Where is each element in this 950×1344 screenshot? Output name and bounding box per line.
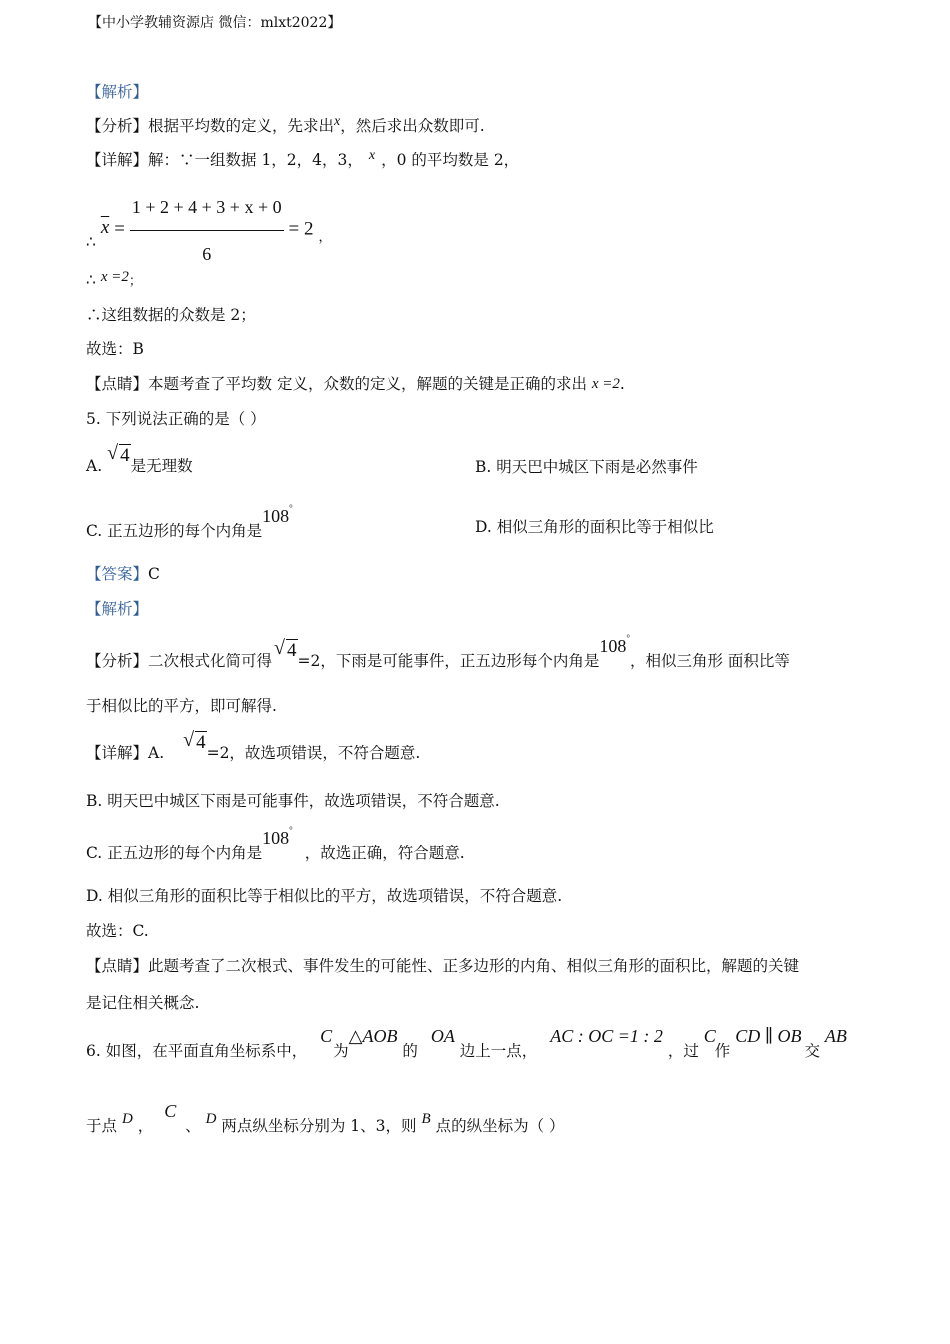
option-a-text: 是无理数 bbox=[130, 457, 193, 475]
q4-dianjing bbox=[86, 374, 625, 395]
q5-dianjing bbox=[86, 956, 799, 976]
q5-fenxi-line2: 于相似比的平方，即可解得. bbox=[86, 697, 277, 715]
q6-l2-e: 点的纵坐标为（ ） bbox=[435, 1117, 565, 1135]
q6-point-c: C bbox=[320, 1026, 333, 1046]
fenxi-var: x bbox=[334, 114, 341, 129]
fenxi-degree bbox=[599, 633, 630, 656]
radicand: 4 bbox=[120, 445, 130, 466]
jiexi-tag: 【解析】 bbox=[86, 83, 149, 101]
q6-line1 bbox=[86, 1026, 847, 1061]
q6-point-d2: D bbox=[205, 1111, 217, 1127]
degree-symbol-icon: ° bbox=[289, 825, 293, 835]
q6-ratio: AC : OC =1 : 2 bbox=[550, 1026, 663, 1046]
fenxi-sqrt bbox=[274, 637, 298, 661]
fenxi-text2: ，然后求出众数即可. bbox=[340, 117, 485, 135]
q5-dianjing-line1: 此题考查了二次根式、事件发生的可能性、正多边形的内角、相似三角形的面积比，解题的关键 bbox=[148, 957, 800, 975]
sqrt-4 bbox=[107, 442, 131, 466]
xiangjie-c-label: C. 正五边形的每个内角是 bbox=[86, 844, 263, 862]
q6-de: 的 bbox=[402, 1042, 418, 1060]
q6-point-d: D bbox=[121, 1111, 133, 1127]
q5-dianjing-line2: 是记住相关概念. bbox=[86, 994, 200, 1012]
xiangjie-a-label: A. bbox=[148, 744, 165, 762]
q4-choose: 故选：B bbox=[86, 340, 144, 358]
q5-dianjing-tag: 【点睛】 bbox=[86, 957, 149, 975]
q6-guo: ，过 bbox=[667, 1042, 699, 1060]
dianjing-text: 本题考查了平均数 定义，众数的定义，解题的关键是正确的求出 bbox=[148, 375, 587, 393]
q6-text2: 边上一点， bbox=[459, 1042, 538, 1060]
degree-108 bbox=[262, 503, 293, 526]
fraction-denominator: 6 bbox=[202, 244, 212, 264]
fenxi-degree-value: 108 bbox=[599, 636, 627, 656]
q6-l2-d: 两点纵坐标分别为 1、3，则 bbox=[221, 1117, 417, 1135]
q5-xiangjie-d: D. 相似三角形的面积比等于相似比的平方，故选项错误，不符合题意. bbox=[86, 887, 563, 905]
q5-jiexi-tag: 【解析】 bbox=[86, 600, 149, 618]
xiangjie-tag: 【详解】 bbox=[86, 151, 149, 169]
mean-equation bbox=[86, 184, 331, 277]
dianjing-math: x =2 bbox=[591, 376, 620, 392]
q5-option-c bbox=[86, 503, 293, 541]
q6-parallel: CD ∥ OB bbox=[735, 1026, 802, 1046]
degree-symbol-icon: ° bbox=[626, 633, 630, 643]
q5-choose: 故选：C. bbox=[86, 922, 149, 940]
equation-comma: ， bbox=[318, 229, 332, 245]
fraction-result: = 2 bbox=[288, 218, 314, 240]
q5-option-b: B. 明天巴中城区下雨是必然事件 bbox=[475, 458, 698, 476]
q5-xiangjie-c bbox=[86, 825, 465, 863]
q6-l2-c: 、 bbox=[185, 1117, 201, 1135]
x-equals-2: x =2 bbox=[100, 269, 129, 285]
therefore-symbol: ∴ bbox=[86, 232, 96, 251]
q6-point-b: B bbox=[421, 1111, 431, 1127]
radical-sign-icon: √ bbox=[274, 637, 286, 659]
xiangjie-line bbox=[86, 150, 519, 172]
xiangjie-degree-value: 108 bbox=[262, 828, 290, 848]
q6-jiao: 交 bbox=[804, 1042, 820, 1060]
fenxi-radicand: 4 bbox=[287, 640, 297, 661]
fenxi-tag: 【分析】 bbox=[86, 117, 149, 135]
therefore-symbol-2: ∴ bbox=[86, 271, 96, 289]
mode-line: ∴这组数据的众数是 2； bbox=[86, 306, 256, 324]
fraction-numerator: 1 + 2 + 4 + 3 + x + 0 bbox=[130, 184, 284, 231]
q6-ab: AB bbox=[824, 1026, 847, 1046]
xiangjie-sqrt bbox=[183, 729, 207, 753]
q5-fenxi-text1: 二次根式化简可得 bbox=[148, 652, 273, 670]
q6-zuo: 作 bbox=[714, 1042, 731, 1060]
q5-xiangjie-tag: 【详解】 bbox=[86, 744, 149, 762]
q5-xiangjie-b: B. 明天巴中城区下雨是可能事件，故选项错误，不符合题意. bbox=[86, 792, 500, 810]
xiangjie-a-text: =2，故选项错误，不符合题意. bbox=[206, 744, 421, 762]
xiangjie-radicand: 4 bbox=[196, 732, 206, 753]
radical-sign-icon: √ bbox=[183, 729, 195, 751]
q6-point-c2: C bbox=[703, 1026, 716, 1046]
q5-xiangjie-a bbox=[86, 729, 421, 763]
q6-wei: 为 bbox=[333, 1042, 349, 1060]
equals-sign: = bbox=[114, 218, 125, 240]
answer-tag: 【答案】 bbox=[86, 565, 149, 583]
q5-fenxi-text2: =2，下雨是可能事件，正五边形每个内角是 bbox=[297, 652, 600, 670]
q5-fenxi bbox=[86, 633, 790, 671]
xiangjie-c-text: ，故选正确，符合题意. bbox=[304, 844, 465, 862]
x-value-line bbox=[86, 270, 142, 292]
q6-l2-b: ， bbox=[137, 1117, 154, 1135]
q5-answer bbox=[86, 564, 160, 584]
q6-line2 bbox=[86, 1101, 565, 1137]
x-line-suffix: ； bbox=[128, 274, 142, 289]
radical-sign-icon: √ bbox=[107, 442, 119, 464]
page-header: 【中小学教辅资源店 微信：mlxt2022】 bbox=[88, 15, 342, 31]
xiangjie-text: 解：∵一组数据 1，2，4，3， bbox=[148, 151, 363, 169]
q6-triangle: △AOB bbox=[348, 1026, 398, 1046]
xiangjie-text2: ，0 的平均数是 2， bbox=[381, 151, 520, 169]
q6-text1: 6. 如图，在平面直角坐标系中， bbox=[86, 1042, 308, 1060]
fenxi-line bbox=[86, 116, 485, 138]
degree-value: 108 bbox=[262, 506, 290, 526]
q6-point-c3: C bbox=[164, 1101, 177, 1121]
option-a-label: A. bbox=[86, 457, 103, 475]
xiangjie-var: x bbox=[368, 148, 376, 163]
q5-option-d: D. 相似三角形的面积比等于相似比 bbox=[475, 518, 714, 536]
xbar: $\overline{x}$ bbox=[100, 216, 110, 238]
q6-l2-a: 于点 bbox=[86, 1117, 118, 1135]
dianjing-tag: 【点睛】 bbox=[86, 375, 149, 393]
q5-option-a bbox=[86, 442, 193, 476]
q5-fenxi-text3: ，相似三角形 面积比等 bbox=[630, 652, 790, 670]
answer-value: C bbox=[148, 565, 160, 583]
q5-fenxi-tag: 【分析】 bbox=[86, 652, 149, 670]
fenxi-text: 根据平均数的定义，先求出 bbox=[148, 117, 335, 135]
mean-fraction bbox=[130, 184, 284, 277]
q6-oa: OA bbox=[430, 1026, 455, 1046]
xiangjie-degree bbox=[262, 825, 293, 848]
dianjing-end: . bbox=[619, 375, 625, 393]
option-c-label: C. 正五边形的每个内角是 bbox=[86, 522, 263, 540]
q5-stem: 5. 下列说法正确的是（ ） bbox=[86, 410, 266, 428]
degree-symbol-icon: ° bbox=[289, 503, 293, 513]
